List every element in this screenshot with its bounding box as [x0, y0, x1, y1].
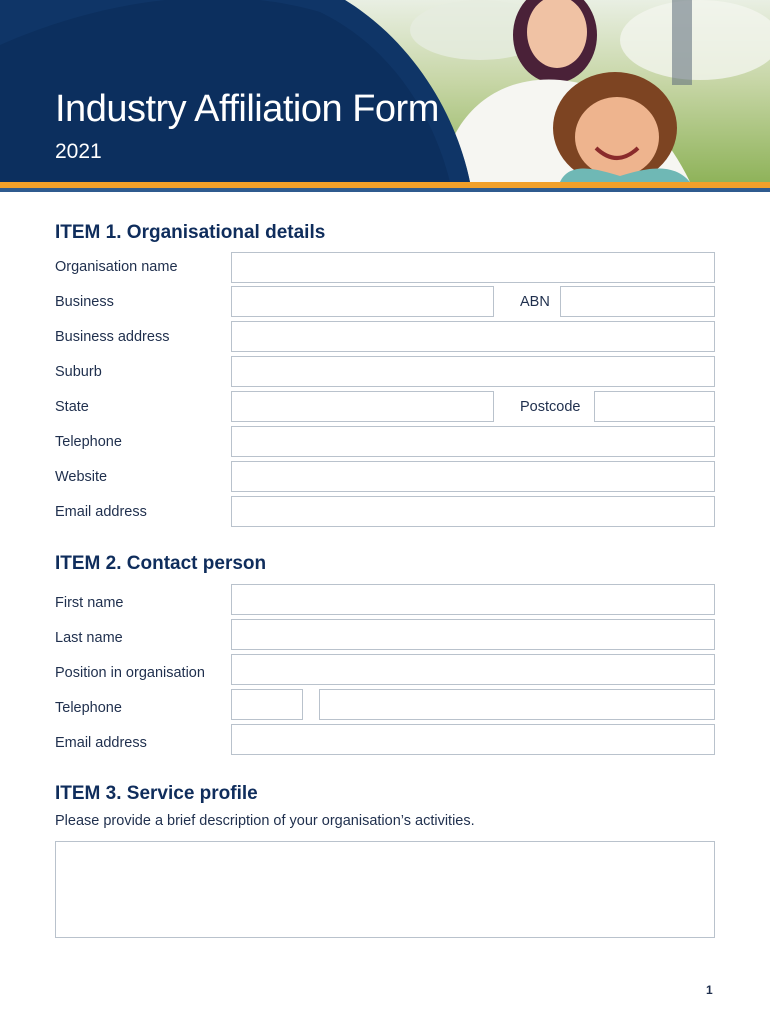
website-label: Website	[55, 469, 108, 485]
state-field[interactable]	[231, 391, 494, 422]
email-address-field[interactable]	[231, 496, 715, 527]
contact-telephone-label: Telephone	[55, 700, 122, 716]
item1-heading: ITEM 1. Organisational details	[55, 222, 326, 243]
email-address-label: Email address	[55, 504, 147, 520]
abn-field[interactable]	[560, 286, 715, 317]
business-address-field[interactable]	[231, 321, 715, 352]
business-address-label: Business address	[55, 329, 170, 345]
business-label: Business	[55, 294, 114, 310]
blue-stripe	[0, 188, 770, 192]
item3-heading: ITEM 3. Service profile	[55, 783, 258, 804]
first-name-field[interactable]	[231, 584, 715, 615]
service-profile-description: Please provide a brief description of your organisation’s activities.	[55, 813, 475, 829]
contact-email-label: Email address	[55, 735, 147, 751]
position-label: Position in organisation	[55, 665, 205, 681]
business-field[interactable]	[231, 286, 494, 317]
suburb-label: Suburb	[55, 364, 102, 380]
telephone-field[interactable]	[231, 426, 715, 457]
postcode-label: Postcode	[520, 399, 581, 415]
contact-telephone-number-field[interactable]	[319, 689, 715, 720]
last-name-label: Last name	[55, 630, 123, 646]
item2-heading: ITEM 2. Contact person	[55, 553, 267, 574]
first-name-label: First name	[55, 595, 124, 611]
website-field[interactable]	[231, 461, 715, 492]
contact-telephone-area-code-field[interactable]	[231, 689, 303, 720]
form-title: Industry Affiliation Form	[55, 88, 439, 130]
last-name-field[interactable]	[231, 619, 715, 650]
contact-email-field[interactable]	[231, 724, 715, 755]
header-banner	[0, 0, 770, 182]
organisation-name-field[interactable]	[231, 252, 715, 283]
position-field[interactable]	[231, 654, 715, 685]
organisation-name-label: Organisation name	[55, 259, 178, 275]
state-label: State	[55, 399, 89, 415]
suburb-field[interactable]	[231, 356, 715, 387]
telephone-label: Telephone	[55, 434, 122, 450]
service-profile-textarea[interactable]	[55, 841, 715, 938]
postcode-field[interactable]	[594, 391, 715, 422]
form-year: 2021	[55, 140, 102, 163]
page-number: 1	[706, 983, 713, 997]
abn-label: ABN	[520, 294, 550, 310]
